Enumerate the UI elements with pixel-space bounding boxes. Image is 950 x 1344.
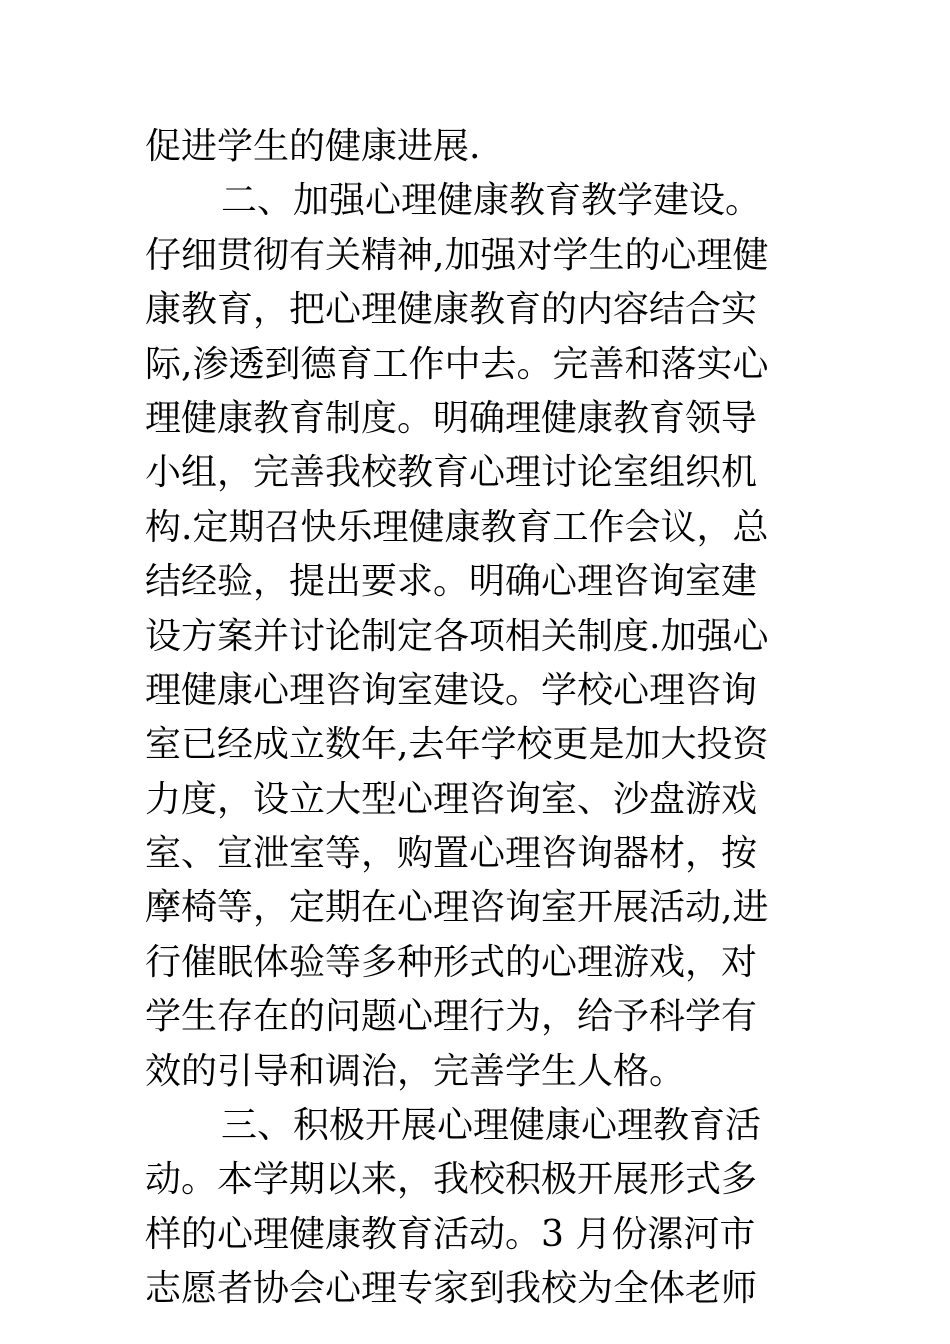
text-line-8: 构.定期召快乐理健康教育工作会议，总	[145, 506, 769, 548]
text-line-5: 际,渗透到德育工作中去。完善和落实心	[145, 343, 769, 385]
text-line-10: 设方案并讨论制定各项相关制度.加强心	[145, 615, 769, 657]
text-line-3: 仔细贯彻有关精神,加强对学生的心理健	[145, 234, 769, 276]
text-line-11: 理健康心理咨询室建设。学校心理咨询	[145, 669, 758, 711]
text-line-1: 促进学生的健康进展.	[145, 126, 481, 167]
text-line-22: 志愿者协会心理专家到我校为全体老师	[145, 1268, 758, 1310]
text-line-20: 动。本学期以来，我校积极开展形式多	[145, 1159, 758, 1201]
text-line-9: 结经验，提出要求。明确心理咨询室建	[145, 561, 758, 603]
text-line-14: 室、宣泄室等，购置心理咨询器材，按	[145, 833, 758, 875]
text-line-16: 行催眠体验等多种形式的心理游戏，对	[145, 941, 758, 983]
section-heading-2: 二、加强心理健康教育教学建设。	[221, 180, 762, 222]
text-line-21: 样的心理健康教育活动。3 月份漯河市	[145, 1213, 756, 1255]
text-line-6: 理健康教育制度。明确理健康教育领导	[145, 397, 758, 439]
section-heading-3: 三、积极开展心理健康心理教育活	[221, 1105, 762, 1147]
text-line-18: 效的引导和调治，完善学生人格。	[145, 1050, 686, 1092]
text-line-4: 康教育，把心理健康教育的内容结合实	[145, 289, 758, 331]
text-line-7: 小组，完善我校教育心理讨论室组织机	[145, 452, 758, 494]
text-line-15: 摩椅等，定期在心理咨询室开展活动,进	[145, 887, 769, 929]
body-text	[145, 120, 810, 1317]
text-line-12: 室已经成立数年,去年学校更是加大投资	[145, 724, 769, 766]
text-line-13: 力度，设立大型心理咨询室、沙盘游戏	[145, 778, 758, 820]
text-line-17: 学生存在的问题心理行为，给予科学有	[145, 996, 758, 1038]
